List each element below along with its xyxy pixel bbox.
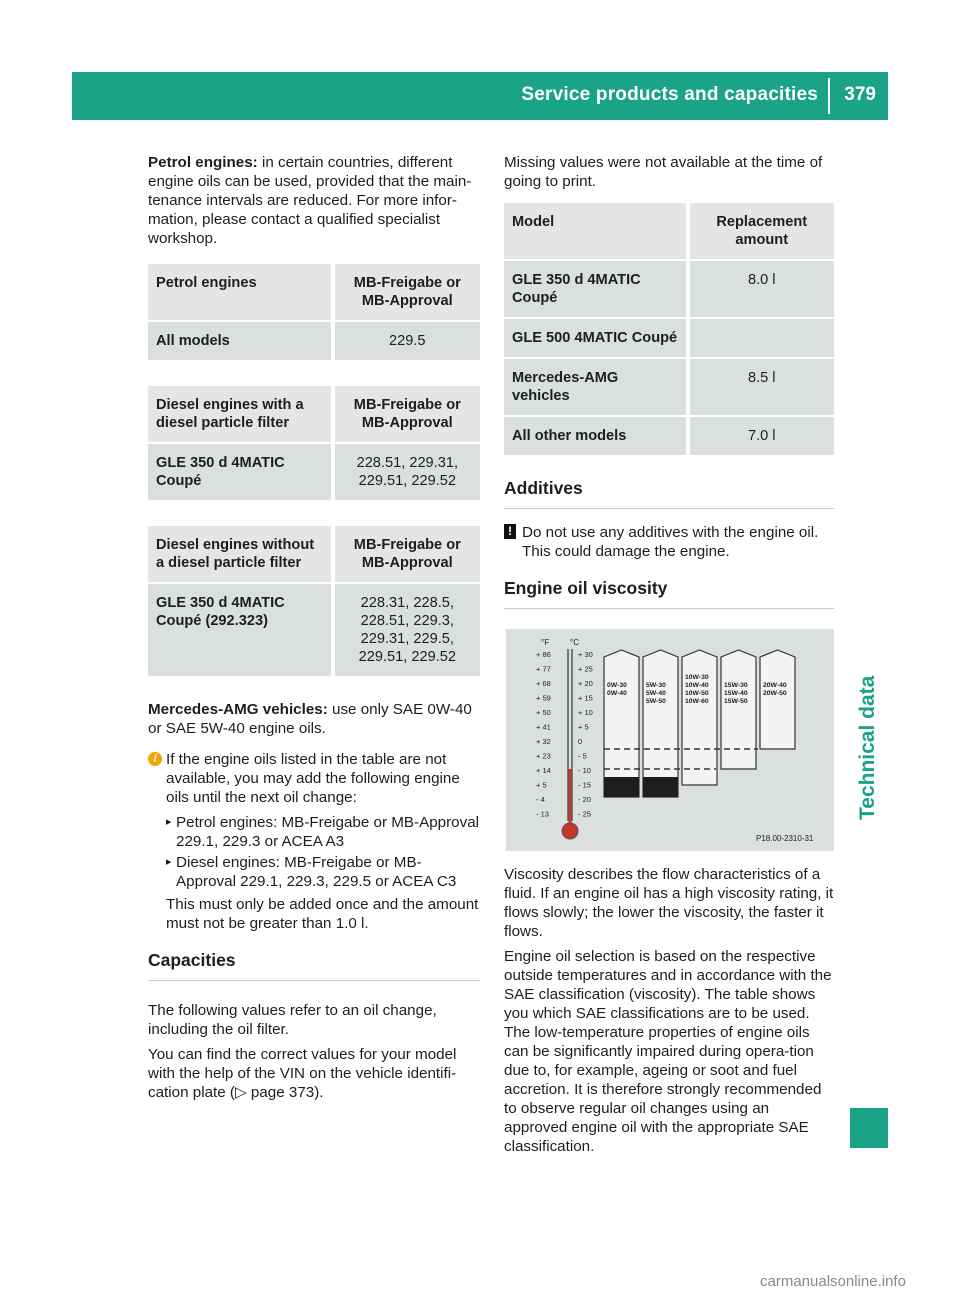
- table-header-cell: Petrol engines: [148, 264, 331, 320]
- info-note-footer: This must only be added once and the amount must not be greater than 1.0 l.: [166, 896, 479, 932]
- table-row: [504, 417, 834, 455]
- list-item: ▸ Petrol engines: MB-Freigabe or MB-Approval 229.1, 229.3 or ACEA A3: [166, 813, 480, 851]
- unit-c: °C: [570, 638, 579, 647]
- scale-c-label: - 5: [578, 751, 587, 761]
- table-header-cell: Diesel engines without a diesel particle filter: [148, 526, 331, 582]
- grade-label: 0W-30: [607, 682, 627, 689]
- grade-label: 10W-50: [685, 690, 709, 697]
- grade-label: 5W-30: [646, 682, 666, 689]
- unit-f: °F: [541, 638, 550, 647]
- table-cell: GLE 500 4MATIC Coupé: [504, 319, 686, 357]
- scale-f-label: - 13: [536, 809, 549, 819]
- viscosity-figure: [506, 629, 834, 851]
- missing-values-note: Missing values were not available at the time of going to print.: [504, 154, 823, 190]
- petrol-intro: [148, 153, 480, 248]
- table-cell: All models: [148, 322, 331, 360]
- chapter-tab-label: Technical data: [856, 675, 879, 820]
- table-row: [504, 319, 834, 357]
- warning-note: [504, 523, 834, 561]
- page-number: 379: [844, 84, 876, 105]
- petrol-intro-lead: Petrol engines:: [148, 154, 258, 171]
- grade-block: [643, 650, 678, 797]
- table-cell: 7.0 l: [686, 417, 835, 455]
- scale-c-label: - 15: [578, 780, 591, 790]
- capacities-heading: Capacities: [148, 951, 480, 981]
- table-cell: 8.5 l: [686, 359, 835, 415]
- scale-f-label: - 4: [536, 795, 545, 804]
- scale-f-label: + 14: [536, 766, 551, 775]
- scale-f-labels: [536, 650, 551, 819]
- grade-label: 10W-40: [685, 682, 709, 689]
- viscosity-paragraph: Viscosity describes the flow characteristics of a fluid. If an engine oil has a high viscosity rating, it flows slowly; the lower the viscosity, the faster it flows.: [504, 866, 834, 940]
- grade-label: 20W-50: [763, 690, 787, 697]
- grade-label: 20W-40: [763, 682, 787, 689]
- header-divider: [828, 78, 830, 114]
- table-cell: All other models: [504, 417, 686, 455]
- info-bullet-list: [166, 813, 480, 891]
- table-cell: 229.5: [331, 322, 480, 360]
- grade-label: 5W-40: [646, 690, 666, 697]
- scale-f-label: + 68: [536, 679, 551, 688]
- scale-f-label: + 86: [536, 650, 551, 659]
- table-cell: GLE 350 d 4MATIC Coupé: [504, 261, 686, 317]
- scale-c-labels: [578, 650, 593, 819]
- table-row: [504, 261, 834, 317]
- additives-heading: Additives: [504, 479, 834, 509]
- table-header-cell: Diesel engines with a diesel particle filter: [148, 386, 331, 442]
- capacity-table: [504, 201, 834, 457]
- page-header: [72, 72, 888, 120]
- scale-c-label: - 25: [578, 809, 591, 819]
- petrol-intro-text: in certain countries, different engine oils can be used, provided that the main-tenance intervals are reduced. For more infor-mation, please contact a qualified specialist workshop.: [148, 154, 472, 247]
- scale-f-label: + 23: [536, 751, 551, 761]
- info-icon: i: [148, 752, 162, 766]
- section-title: Service products and capacities: [521, 84, 818, 105]
- table-header-row: [148, 264, 480, 320]
- table-header-cell: MB-Freigabe or MB-Approval: [331, 526, 480, 582]
- amg-note: [148, 700, 480, 738]
- chapter-tab-marker: [850, 1108, 888, 1148]
- watermark: carmanualsonline.info: [760, 1273, 906, 1290]
- table-row: [148, 322, 480, 360]
- table-header-row: [504, 203, 834, 259]
- viscosity-paragraph: Engine oil selection is based on the respective outside temperatures and in accordance with the SAE classification (viscosity). The table shows you which SAE classifications are to be used. The low-temperature properties of engine oils can be significantly impaired during opera-tion due to, for example, ageing or soot and fuel accretion. It is therefore strongly recommended to observe regular oil changes using an approved engine oil with the appropriate SAE classification.: [504, 948, 832, 1155]
- grade-label: 10W-60: [685, 698, 709, 705]
- grade-label: 15W-30: [724, 682, 748, 689]
- table-cell: 228.51, 229.31, 229.51, 229.52: [331, 444, 480, 500]
- warning-icon: !: [504, 524, 516, 539]
- petrol-approval-table: [148, 262, 480, 362]
- table-header-row: [148, 526, 480, 582]
- amg-note-text: use only SAE 0W-40 or SAE 5W-40 engine oils.: [148, 701, 472, 737]
- scale-f-label: + 5: [536, 780, 547, 790]
- left-column: [148, 153, 480, 1108]
- grade-block-low-zone: [604, 777, 639, 797]
- info-note-text: If the engine oils listed in the table are not available, you may add the following engine oils until the next oil change:: [166, 751, 460, 806]
- scale-c-label: + 5: [578, 722, 589, 732]
- scale-c-label: + 10: [578, 708, 593, 717]
- grade-blocks: [604, 650, 795, 797]
- right-column: [504, 153, 834, 1162]
- grade-label: 5W-50: [646, 698, 666, 705]
- scale-c-label: + 15: [578, 693, 593, 703]
- grade-block-low-zone: [643, 777, 678, 797]
- scale-f-label: + 41: [536, 722, 551, 732]
- viscosity-heading: Engine oil viscosity: [504, 579, 834, 609]
- warning-text: Do not use any additives with the engine oil. This could damage the engine.: [522, 524, 819, 560]
- grade-label: 15W-50: [724, 698, 748, 705]
- viscosity-chart: [506, 629, 834, 851]
- thermometer-bulb: [562, 823, 578, 839]
- table-row: [148, 584, 480, 676]
- table-row: [504, 359, 834, 415]
- scale-c-label: - 10: [578, 766, 591, 775]
- grade-block: [721, 650, 756, 769]
- table-header-cell: Replacement amount: [686, 203, 835, 259]
- info-note: [148, 750, 480, 933]
- table-cell: 8.0 l: [686, 261, 835, 317]
- grade-label: 15W-40: [724, 690, 748, 697]
- scale-f-label: + 59: [536, 693, 551, 703]
- table-header-row: [148, 386, 480, 442]
- grade-label: 10W-30: [685, 674, 709, 681]
- scale-c-label: + 20: [578, 679, 593, 688]
- scale-c-label: + 25: [578, 664, 593, 674]
- grade-block: [604, 650, 639, 797]
- scale-f-label: + 32: [536, 737, 551, 746]
- table-cell: 228.31, 228.5, 228.51, 229.3, 229.31, 229.5, 229.51, 229.52: [331, 584, 480, 676]
- diesel-filter-approval-table: [148, 384, 480, 502]
- scale-c-label: - 20: [578, 795, 591, 804]
- table-cell: GLE 350 d 4MATIC Coupé (292.323): [148, 584, 331, 676]
- grade-label: 0W-40: [607, 690, 627, 697]
- table-header-cell: Model: [504, 203, 686, 259]
- table-header-cell: MB-Freigabe or MB-Approval: [331, 264, 480, 320]
- grade-block: [760, 650, 795, 749]
- table-row: [148, 444, 480, 500]
- grade-block: [682, 650, 717, 785]
- list-item: ▸ Diesel engines: MB-Freigabe or MB-Approval 229.1, 229.3, 229.5 or ACEA C3: [166, 853, 480, 891]
- table-cell: GLE 350 d 4MATIC Coupé: [148, 444, 331, 500]
- table-cell: Mercedes-AMG vehicles: [504, 359, 686, 415]
- scale-c-label: + 30: [578, 650, 593, 659]
- table-header-cell: MB-Freigabe or MB-Approval: [331, 386, 480, 442]
- scale-c-label: 0: [578, 737, 583, 746]
- table-cell: [686, 319, 835, 357]
- amg-note-lead: Mercedes-AMG vehicles:: [148, 701, 328, 718]
- capacities-paragraph: You can find the correct values for your model with the help of the VIN on the vehicle identifi-cation plate (▷ page 373).: [148, 1046, 457, 1101]
- scale-f-label: + 77: [536, 664, 551, 674]
- diesel-nofilter-approval-table: [148, 524, 480, 678]
- figure-code: P18.00-2310-31: [756, 834, 814, 843]
- scale-f-label: + 50: [536, 708, 551, 717]
- capacities-paragraph: The following values refer to an oil change, including the oil filter.: [148, 1002, 437, 1038]
